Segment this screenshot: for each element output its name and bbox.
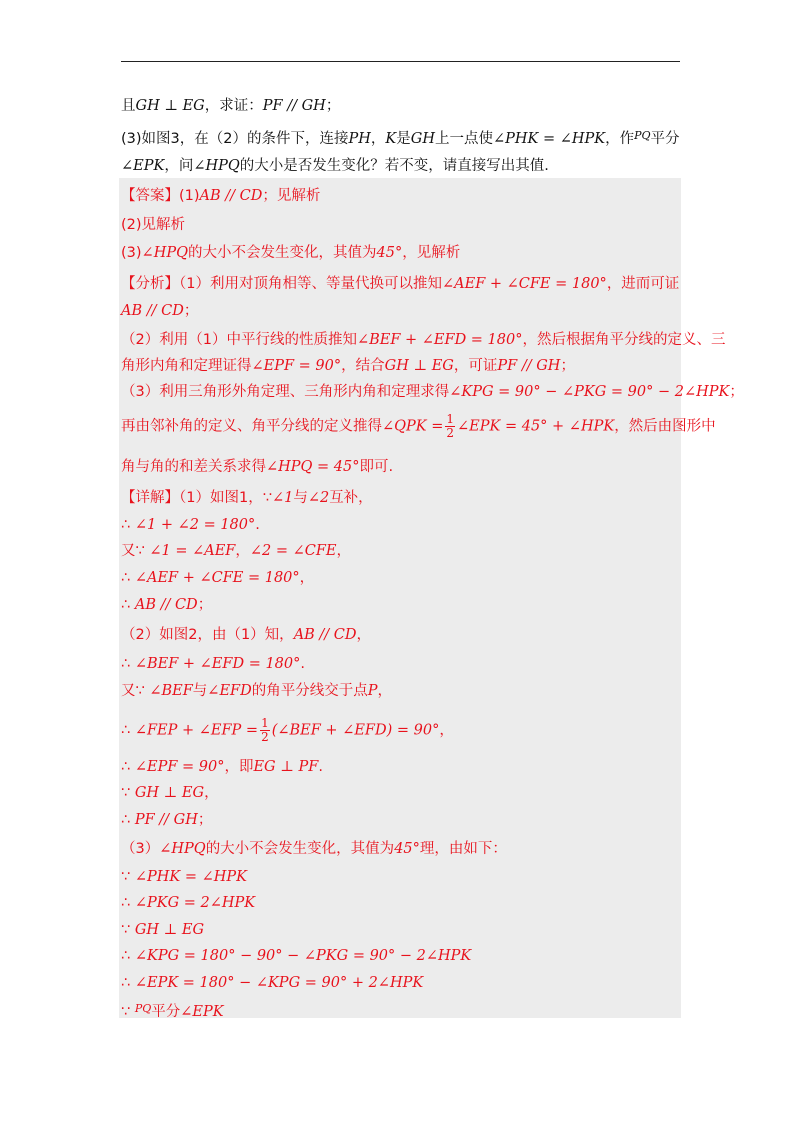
an-math: ∠HPQ = 45° <box>266 459 360 475</box>
dt-math: ∠KPG = 180° − 90° − ∠PKG = 90° − 2∠HPK <box>134 948 472 964</box>
dt-math: GH ⊥ EG <box>134 785 205 801</box>
dt-math: ∠2 = ∠CFE <box>249 543 337 559</box>
ans-math: ∠HPQ <box>141 245 188 261</box>
q-text: 上一点使 <box>434 131 493 147</box>
detail-line-13 <box>121 839 507 859</box>
ans-text: ；见解析 <box>262 188 321 204</box>
an-math: PF // GH <box>497 358 561 374</box>
dt-math: ∠EPK <box>180 1004 224 1020</box>
dt-math: ∠BEF + ∠EFD = 180° <box>134 656 301 672</box>
analysis-line-1 <box>121 274 679 294</box>
dt-math: ∠2 <box>307 490 330 506</box>
q-text: 平分 <box>650 131 680 147</box>
q-text: 且 <box>121 98 136 114</box>
analysis-line-4 <box>121 356 575 376</box>
dt-text: ，即 <box>224 759 254 775</box>
detail-line-19 <box>121 999 224 1022</box>
dt-math: ∠PHK = ∠HPK <box>134 869 247 885</box>
detail-line-6 <box>121 625 371 645</box>
detail-line-2 <box>121 515 260 535</box>
detail-line-18 <box>121 973 423 993</box>
dt-text: 的大小不会发生变化，其值为 <box>205 841 395 857</box>
dt-text: ， <box>235 543 250 559</box>
dt-text: ∴ <box>121 597 135 613</box>
analysis-line-2 <box>121 301 198 321</box>
dt-text: ∴ <box>121 517 135 533</box>
dt-text: . <box>300 656 305 672</box>
an-text: 即可. <box>359 459 394 475</box>
detail-line-11 <box>121 783 219 803</box>
an-text: 再由邻补角的定义、角平分线的定义推得 <box>121 418 382 435</box>
dt-math: AB // CD <box>134 597 198 613</box>
q-math: ∠EPK <box>121 158 165 174</box>
an-math: GH ⊥ EG <box>384 358 454 374</box>
q-text: 的大小是否发生变化？若不变，请直接写出其值. <box>239 158 549 174</box>
dt-text: . <box>255 517 260 533</box>
q-math: ∠HPQ <box>193 158 240 174</box>
detail-line-1 <box>121 488 373 508</box>
dt-math: ∠HPQ <box>159 841 206 857</box>
q-math: ∠PHK = ∠HPK <box>492 131 606 147</box>
answer-line-1 <box>121 186 320 206</box>
ans-text: (3) <box>121 245 142 261</box>
dt-math: ∠1 <box>271 490 294 506</box>
an-text: 【分析】（1）利用对顶角相等、等量代换可以推知 <box>121 276 442 292</box>
fraction-denominator: 2 <box>446 426 455 440</box>
dt-text: 的角平分线交于点 <box>251 683 368 699</box>
q-math: K <box>385 131 397 147</box>
ans-text: 【答案】(1) <box>121 188 200 204</box>
dt-text: ， <box>204 785 219 801</box>
dt-math: ∠1 + ∠2 = 180° <box>134 517 256 533</box>
ans-text: ，见解析 <box>402 245 461 261</box>
q-math: GH ⊥ EG <box>135 98 205 114</box>
an-text: ，结合 <box>341 358 385 374</box>
q-text: (3)如图3，在（2）的条件下，连接 <box>121 131 349 147</box>
dt-text: 【详解】（1）如图1，∵ <box>121 490 272 506</box>
q-text: ，求证： <box>204 98 263 114</box>
dt-math: AB // CD <box>293 627 357 643</box>
an-math: ∠EPK = 45° + ∠HPK <box>457 418 615 435</box>
dt-text: ， <box>299 570 315 586</box>
dt-math: ∠BEF <box>149 683 193 699</box>
an-math: ∠KPG = 90° − ∠PKG = 90° − 2∠HPK <box>449 384 730 400</box>
dt-text: ∴ <box>121 975 135 991</box>
an-text: 角与角的和差关系求得 <box>121 459 266 475</box>
q-math: PQ <box>634 129 651 142</box>
analysis-line-7 <box>121 457 393 477</box>
dt-text: 与 <box>293 490 308 506</box>
detail-line-16 <box>121 920 204 940</box>
an-text: ，然后根据角平分线的定义、三 <box>522 332 726 348</box>
dt-text: ∴ <box>121 570 135 586</box>
an-text: （3）利用三角形外角定理、三角形内角和定理求得 <box>121 384 450 400</box>
dt-text: ∴ <box>121 759 135 775</box>
detail-line-10 <box>121 757 323 777</box>
dt-text: 互补， <box>329 490 373 506</box>
header-rule <box>121 61 680 62</box>
detail-line-3 <box>121 541 351 561</box>
detail-line-5 <box>121 595 212 615</box>
dt-text: ， <box>336 543 351 559</box>
dt-text: ， <box>356 627 372 643</box>
dt-math: ∠AEF + ∠CFE = 180° <box>134 570 300 586</box>
dt-math: 45° <box>394 841 420 857</box>
an-text: ； <box>183 303 199 319</box>
an-text: （2）利用（1）中平行线的性质推知 <box>121 332 357 348</box>
dt-text: 与 <box>192 683 208 699</box>
dt-math: ∠EFD <box>207 683 252 699</box>
detail-line-7 <box>121 654 305 674</box>
q-text: ，作 <box>605 131 635 147</box>
detail-line-12 <box>121 810 212 830</box>
dt-text: ； <box>197 597 213 613</box>
dt-math: P <box>367 683 378 699</box>
dt-text: . <box>318 759 323 775</box>
detail-line-8 <box>121 681 392 701</box>
fraction-numerator: 1 <box>446 412 455 426</box>
an-math: ∠EPF = 90° <box>251 358 342 374</box>
an-math: ∠QPK = <box>382 418 444 435</box>
dt-math: ∠1 = ∠AEF <box>149 543 236 559</box>
ans-text: (2)见解析 <box>121 217 186 233</box>
dt-text: （2）如图2，由（1）知， <box>121 627 294 643</box>
detail-line-15 <box>121 893 255 913</box>
dt-text: ∵ <box>121 1004 135 1020</box>
fraction-one-half <box>260 717 270 744</box>
dt-math: PQ <box>134 1002 152 1015</box>
dt-math: ∠EPF = 90° <box>134 759 225 775</box>
question-line-1 <box>121 96 681 116</box>
dt-math: ∠FEP + ∠EFP = <box>134 722 259 739</box>
ans-math: AB // CD <box>199 188 263 204</box>
an-math: ∠AEF + ∠CFE = 180° <box>441 276 607 292</box>
dt-text: ∴ <box>121 656 135 672</box>
dt-text: ∴ <box>121 948 135 964</box>
dt-text: ∴ <box>121 895 135 911</box>
fraction-denominator: 2 <box>261 730 269 744</box>
an-text: ，进而可证 <box>606 276 680 292</box>
answer-line-2 <box>121 215 185 235</box>
dt-text: ∵ <box>121 869 135 885</box>
ans-text: 的大小不会发生变化，其值为 <box>188 245 377 261</box>
an-text: ，可证 <box>453 358 498 374</box>
dt-text: 又∵ <box>121 543 150 559</box>
dt-math: PF // GH <box>134 812 198 828</box>
dt-math: ∠PKG = 2∠HPK <box>134 895 256 911</box>
dt-text: 平分 <box>151 1004 181 1020</box>
analysis-line-6 <box>121 413 716 440</box>
an-text: 角形内角和定理证得 <box>121 358 252 374</box>
q-text: ，问 <box>164 158 194 174</box>
dt-text: ∴ <box>121 722 135 739</box>
dt-text: 理，由如下： <box>419 841 507 857</box>
detail-line-14 <box>121 867 247 887</box>
q-math: GH <box>410 131 435 147</box>
dt-math: GH ⊥ EG <box>134 922 205 938</box>
q-text: 是 <box>396 131 411 147</box>
detail-line-4 <box>121 568 314 588</box>
q-math: PF // GH <box>262 98 326 114</box>
an-math: AB // CD <box>121 303 184 319</box>
dt-text: ， <box>439 722 454 739</box>
an-text: ； <box>729 384 744 400</box>
an-math: ∠BEF + ∠EFD = 180° <box>356 332 523 348</box>
dt-math: (∠BEF + ∠EFD) = 90° <box>271 722 440 739</box>
analysis-line-3 <box>121 330 726 350</box>
dt-text: ∵ <box>121 785 135 801</box>
fraction-numerator: 1 <box>261 716 269 730</box>
dt-math: EG ⊥ PF <box>253 759 319 775</box>
q-math: PH <box>348 131 371 147</box>
dt-text: （3） <box>121 841 160 857</box>
dt-text: 又∵ <box>121 683 150 699</box>
dt-text: ； <box>197 812 213 828</box>
ans-math: 45° <box>376 245 403 261</box>
q-text: ； <box>325 98 341 114</box>
fraction-one-half <box>445 413 455 440</box>
question-line-3 <box>121 156 681 176</box>
an-text: ，然后由图形中 <box>614 418 716 435</box>
detail-line-9 <box>121 717 454 744</box>
dt-math: ∠EPK = 180° − ∠KPG = 90° + 2∠HPK <box>134 975 424 991</box>
dt-text: ∴ <box>121 812 135 828</box>
answer-line-3 <box>121 243 460 263</box>
detail-line-17 <box>121 946 471 966</box>
an-text: ； <box>560 358 575 374</box>
question-line-2 <box>121 126 681 149</box>
dt-text: ， <box>377 683 392 699</box>
q-text: ， <box>370 131 386 147</box>
analysis-line-5 <box>121 382 744 402</box>
dt-text: ∵ <box>121 922 135 938</box>
